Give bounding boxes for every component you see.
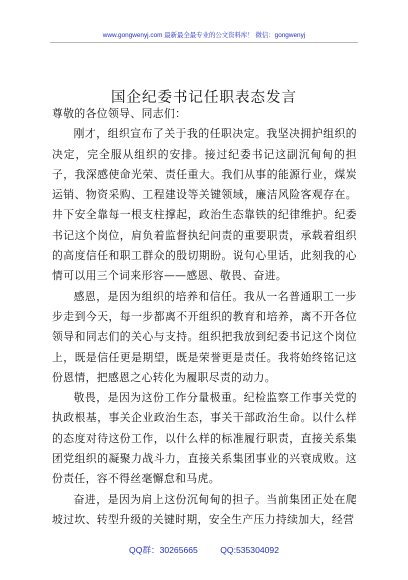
page-header: www.gongwenyj.com 最新最全最专业的公文资料库！ 微信：gongwenyj — [102, 32, 306, 39]
salutation: 尊敬的各位领导、同志们： — [52, 107, 187, 120]
paragraph: 感恩，是因为组织的培养和信任。我从一名普通职工一步步走到今天，每一步都离不开组织的教育和培养，离不开各位领导和同志们的关心与支持。组织把我放到纪委书记这个岗位上，既是信任更是期望，既是荣誉更是责任。我将始终铭记这份恩情，把感恩之心转化为履职尽责的动力。 — [52, 289, 357, 384]
paragraph: 刚才，组织宣布了关于我的任职决定。我坚决拥护组织的决定，完全服从组织的安排。接过纪委书记这副沉甸甸的担子，我深感使命光荣、责任重大。我们从事的能源行业，煤炭运销、物资采购、工程建设等关键领域，廉洁风险客观存在。井下安全靠每一根支柱撑起，政治生态靠铁的纪律维护。纪委书记这个岗位，肩负着监督执纪问责的重要职责，承载着组织的高度信任和职工群众的殷切期盼。说句心里话，此刻我的心情可以用三个词来形容——感恩、敬畏、奋进。 — [52, 127, 357, 283]
paragraph: 奋进，是因为肩上这份沉甸甸的担子。当前集团正处在爬坡过坎、转型升级的关键时期，安全生产压力持续加大，经营 — [52, 492, 357, 526]
qq-group-text: QQ群：30265665 — [129, 545, 198, 555]
document-title: 国企纪委书记任职表态发言 — [111, 89, 297, 106]
document-body — [52, 104, 357, 530]
qq-text: QQ:535304092 — [220, 545, 279, 555]
header-divider — [50, 42, 358, 43]
paragraph: 敬畏，是因为这份工作分量极重。纪检监察工作事关党的执政根基，事关企业政治生态，事关干部政治生命。以什么样的态度对待这份工作，以什么样的标准履行职责，直接关系集团党组织的凝聚力战斗力，直接关系集团事业的兴衰成败。这份责任，容不得丝毫懈怠和马虎。 — [52, 391, 357, 486]
page-footer — [0, 544, 408, 556]
